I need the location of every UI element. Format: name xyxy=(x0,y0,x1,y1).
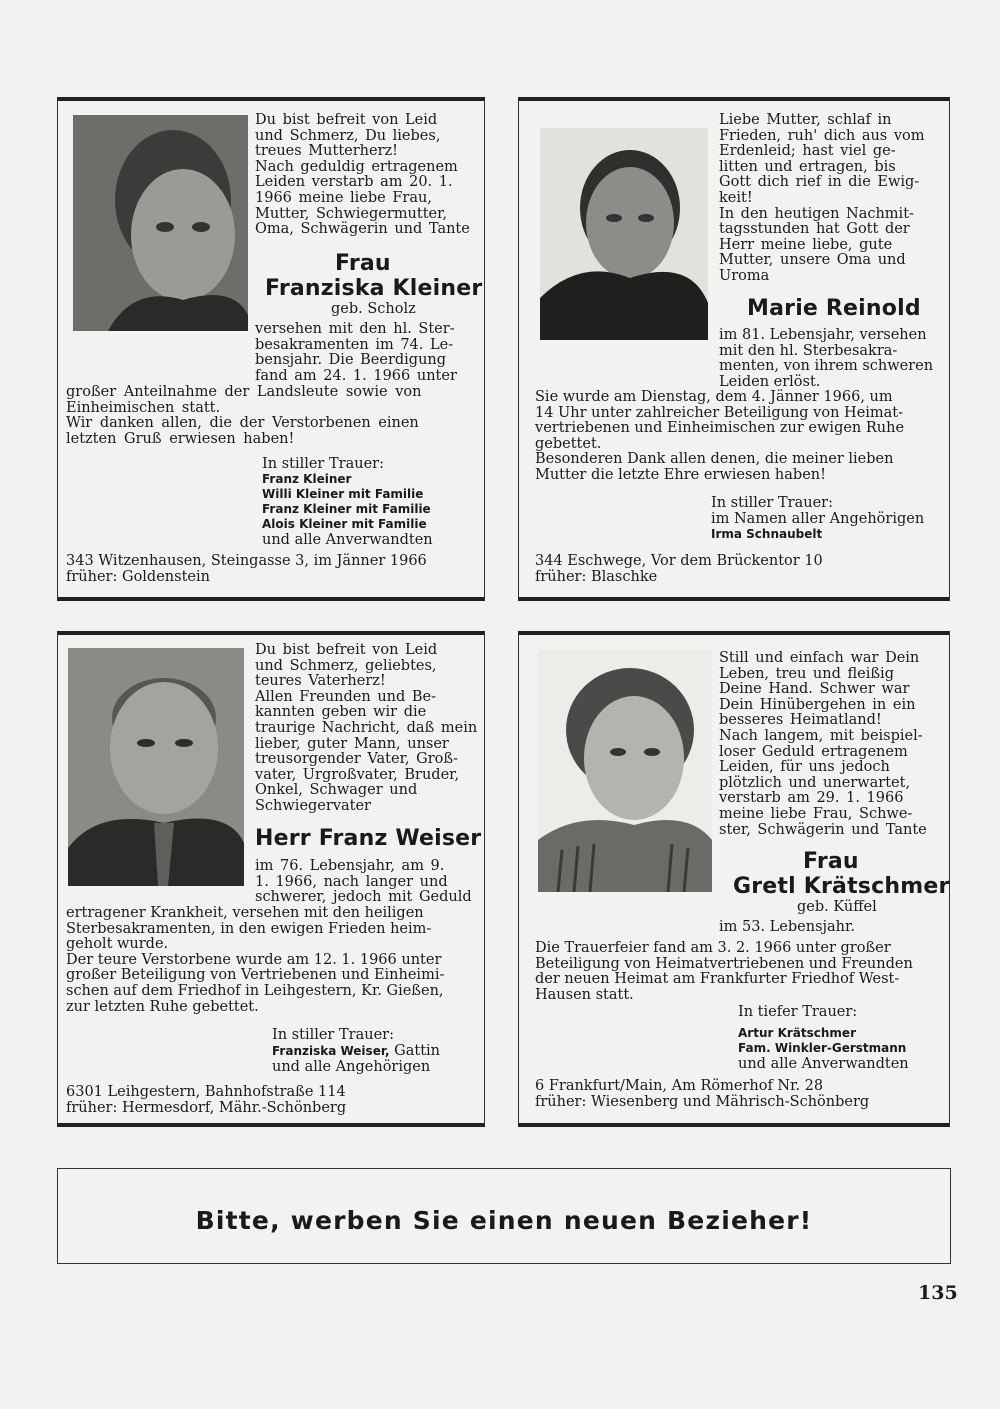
portrait-icon xyxy=(68,648,244,886)
signers: Artur Krätschmer Fam. Winkler-Gerstmann xyxy=(738,1026,907,1055)
portrait-franz-weiser xyxy=(68,648,244,886)
portrait-gretl-kraetschmer xyxy=(538,650,712,892)
title-frau: Frau xyxy=(803,849,859,874)
relatives-line: und alle Anverwandten xyxy=(738,1056,909,1072)
relatives-line: und alle Anverwandten xyxy=(262,532,433,548)
address: 344 Eschwege, Vor dem Brückentor 10 früher: Blaschke xyxy=(535,553,823,585)
advert-text: Bitte, werben Sie einen neuen Bezieher! xyxy=(195,1206,813,1235)
title-frau: Frau xyxy=(335,251,391,276)
intro-text: Du bist befreit von Leid und Schmerz, Du liebes, treues Mutterherz! Nach geduldig ertragenem Leiden verstarb am 20. 1. 1966 meine liebe Frau, Mutter, Schwiegermutter, Oma, Schwägerin und Tante xyxy=(255,112,470,238)
portrait-icon xyxy=(73,115,248,331)
body-text-2: ertragener Krankheit, versehen mit den heiligen Sterbesakramenten, in den ewigen Frieden heim- geholt wurde. Der teure Verstorbene wurde am 12. 1. 1966 unter großer Beteiligung von Vertriebenen und Einheimi- schen auf dem Friedhof in Leihgestern, Kr. Gießen, zur letzten Ruhe gebettet. xyxy=(66,905,445,1015)
signer-line xyxy=(272,1044,440,1060)
body-text-2: Sie wurde am Dienstag, dem 4. Jänner 1966, um 14 Uhr unter zahlreicher Beteiligung von Heimat- vertriebenen und Einheimischen zur ewigen Ruhe gebettet. Besonderen Dank allen denen, die meiner lieben Mutter die letzte Ehre erwiesen haben! xyxy=(535,389,905,483)
body-text-1: versehen mit den hl. Ster- besakramenten im 74. Le- bensjahr. Die Beerdigung fand am 24. 1. 1966 unter xyxy=(255,321,457,384)
address: 6301 Leihgestern, Bahnhofstraße 114 früher: Hermesdorf, Mähr.-Schönberg xyxy=(66,1084,347,1116)
portrait-marie-reinold xyxy=(540,128,708,340)
portrait-franziska-kleiner xyxy=(73,115,248,331)
intro-text: Liebe Mutter, schlaf in Frieden, ruh' dich aus vom Erdenleid; hast viel ge- litten und ertragen, bis Gott dich rief in die Ewig- keit! In den heutigen Nachmit- tagsstunden hat Gott der Herr meine liebe, gute Mutter, unsere Oma und Uroma xyxy=(719,112,925,284)
deceased-name: Herr Franz Weiser xyxy=(255,826,482,851)
body-text-2: großer Anteilnahme der Landsleute sowie von Einheimischen statt. Wir danken allen, die der Verstorbenen einen letzten Gruß erwiesen haben! xyxy=(66,384,422,447)
mourning-line: In stiller Trauer: im Namen aller Angehörigen xyxy=(711,495,925,527)
intro-text: Still und einfach war Dein Leben, treu und fleißig Deine Hand. Schwer war Dein Hinübergehen in ein besseres Heimatland! Nach langem, mit beispiel- loser Geduld ertragenem Leiden, für uns jedoch plötzlich und unerwartet, verstarb am 29. 1. 1966 meine liebe Frau, Schwe- ster, Schwägerin und Tante xyxy=(719,650,927,838)
portrait-icon xyxy=(540,128,708,340)
deceased-name: Gretl Krätschmer xyxy=(733,874,950,899)
body-text-1: im 76. Lebensjahr, am 9. 1. 1966, nach langer und schwerer, jedoch mit Geduld xyxy=(255,858,472,906)
signers: Franz Kleiner Willi Kleiner mit Familie Franz Kleiner mit Familie Alois Kleiner mit Familie xyxy=(262,472,431,531)
signer-name: Franziska Weiser, xyxy=(272,1044,390,1058)
body-text-1: im 81. Lebensjahr, versehen mit den hl. Sterbesakra- menten, von ihrem schweren Leiden erlöst. xyxy=(719,327,934,390)
mourning-line: In stiller Trauer: xyxy=(272,1027,394,1043)
birth-name: geb. Küffel xyxy=(797,899,877,915)
deceased-name: Franziska Kleiner xyxy=(265,276,483,301)
page-number: 135 xyxy=(918,1282,958,1304)
portrait-icon xyxy=(538,650,712,892)
signers: Irma Schnaubelt xyxy=(711,527,823,541)
mourning-line: In tiefer Trauer: xyxy=(738,1004,858,1020)
subscriber-advert xyxy=(57,1168,951,1264)
body-text-2: Die Trauerfeier fand am 3. 2. 1966 unter großer Beteiligung von Heimatvertriebenen und Freunden der neuen Heimat am Frankfurter Friedhof West- Hausen statt. xyxy=(535,940,913,1003)
address: 343 Witzenhausen, Steingasse 3, im Jänner 1966 früher: Goldenstein xyxy=(66,553,427,585)
birth-name: geb. Scholz xyxy=(331,301,416,317)
address: 6 Frankfurt/Main, Am Römerhof Nr. 28 früher: Wiesenberg und Mährisch-Schönberg xyxy=(535,1078,870,1110)
relatives-line: und alle Angehörigen xyxy=(272,1059,431,1075)
mourning-line: In stiller Trauer: xyxy=(262,456,384,472)
intro-text: Du bist befreit von Leid und Schmerz, geliebtes, teures Vaterherz! Allen Freunden und Be- kannten geben wir die traurige Nachricht, daß mein lieber, guter Mann, unser treusorgender Vater, Groß- vater, Urgroßvater, Bruder, Onkel, Schwager und Schwiegervater xyxy=(255,642,478,814)
age-line: im 53. Lebensjahr. xyxy=(719,919,855,935)
signer-role: Gattin xyxy=(389,1043,441,1059)
deceased-name: Marie Reinold xyxy=(747,296,921,321)
